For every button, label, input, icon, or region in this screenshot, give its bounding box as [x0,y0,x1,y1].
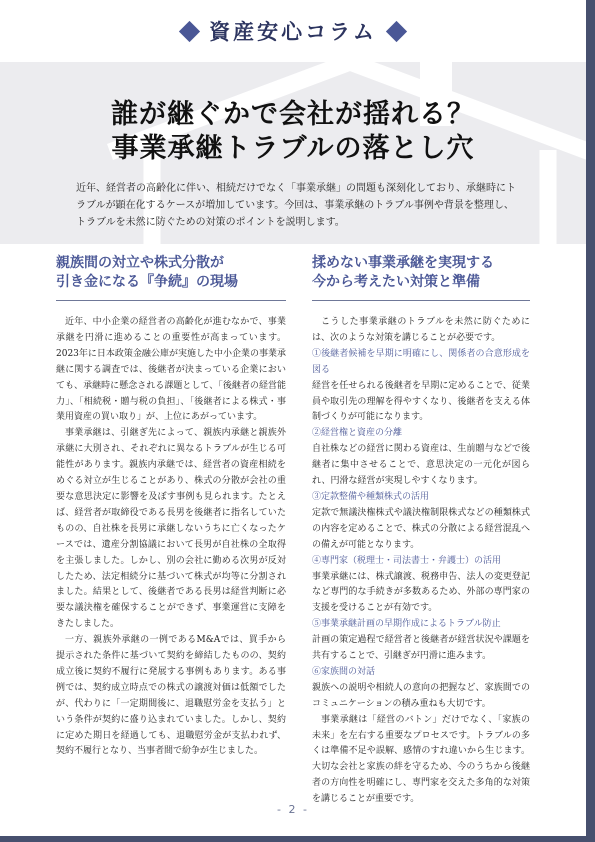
measure-label: ⑥家族間の対話 [312,666,376,677]
left-section-heading [56,254,286,292]
diamond-icon [386,20,407,41]
left-column [56,254,286,760]
page-frame-bottom [0,836,595,842]
measure-text: 計画の策定過程で経営者と後継者が経営状況や課題を共有することで、引継ぎが円滑に進みます。 [312,635,530,662]
right-heading-line-1: 揉めない事業承継を実現する [312,255,494,271]
left-heading-line-1: 親族間の対立や株式分散が [56,255,224,271]
page-frame-right [586,0,595,842]
column-banner [0,0,586,62]
right-closing: 事業承継は「経営のバトン」だけでなく、「家族の未来」を左右する重要なプロセスです。トラブルの多くは準備不足や誤解、感情のすれ違いから生じます。大切な会社と家族の絆を守るため、今のうちから後継者の方向性を明確にし、専門家を交えた多角的な対策を講じることが重要です。 [312,714,530,805]
left-paragraph-1: 近年、中小企業の経営者の高齢化が進むなかで、事業承継を円滑に進めることの重要性が高まっています。2023年に日本政策金融公庫が実施した中小企業の事業承継に関する調査では、後継者が決まっている企業においても、承継時に懸念される課題として、「後継者の経営能力」、「相続税・贈与税の負担」、「後継者による株式・事業用資産の買い取り」が、上位にあがっています。 [56,317,286,423]
measure-text: 定款で無議決権株式や議決権制限株式などの種類株式の内容を定めることで、株式の分散による経営混乱への備えが可能となります。 [312,507,530,550]
measure-label: ④専門家（税理士・司法書士・弁護士）の活用 [312,555,502,566]
measure-text: 事業承継には、株式譲渡、税務申告、法人の変更登記など専門的な手続きが多数あるため、外部の専門家の支援を受けることが有効です。 [312,571,530,614]
left-paragraph-3: 一方、親族外承継の一例であるM&Aでは、買手から提示された条件に基づいて契約を締結したものの、契約成立後に契約不履行に発展する事例もあります。ある事例では、契約成立時点での株式の譲渡対価は低額でしたが、代わりに「一定期間後に、退職慰労金を支払う」という条件が契約に盛り込まれていました。しかし、契約に定めた期日を経過しても、退職慰労金が支払われず、契約不履行となり、当事者間で紛争が生じました。 [56,635,286,757]
right-section-heading [312,254,530,292]
measure-label: ②経営権と資産の分離 [312,428,403,439]
right-heading-rule [312,300,530,301]
measure-label: ①後継者候補を早期に明確にし、関係者の合意形成を図る [312,348,530,375]
headline-line-2: 事業承継トラブルの落とし穴 [111,133,475,164]
hero-section [0,62,586,244]
banner-title: 資産安心コラム [209,20,377,44]
diamond-icon [179,20,200,41]
measure-text: 親族への説明や相続人の意向の把握など、家族間でのコミュニケーションの積み重ねも大切です。 [312,682,530,709]
right-heading-line-2: 今から考えたい対策と準備 [312,274,480,290]
left-paragraph-2: 事業承継は、引継ぎ先によって、親族内承継と親族外承継に大別され、それぞれに異なるトラブルが生じる可能性があります。親族内承継では、経営者の資産相続をめぐる対立が生じることがあり、株式の分散が会社の重要な意思決定に影響を及ぼす事例も見られます。たとえば、経営者が取締役である長男を後継者に指名していたものの、自社株を長男に承継しないうちに亡くなったケースでは、遺産分割協議において長男が自社株の全取得を主張しました。しかし、別の会社に勤める次男が反対したため、法定相続分に基づいて株式が均等に分割されました。結果として、後継者である長男は経営判断に必要な議決権を確保することができず、事業運営に支障をきたしました。 [56,428,286,630]
measure-text: 経営を任せられる後継者を早期に定めることで、従業員や取引先の理解を得やすくなり、後継者を支える体制づくりが可能になります。 [312,380,530,423]
left-heading-rule [56,300,286,301]
headline-line-1: 誰が継ぐかで会社が揺れる？ [111,99,475,130]
measure-label: ⑤事業承継計画の早期作成によるトラブル防止 [312,619,501,630]
right-intro: こうした事業承継のトラブルを未然に防ぐためには、次のような対策を講じることが必要です。 [312,317,530,343]
left-heading-line-2: 引き金になる『争続』の現場 [56,274,238,290]
measure-label: ③定款整備や種類株式の活用 [312,491,430,502]
measure-text: 自社株などの経営に関わる資産は、生前贈与などで後継者に集中させることで、意思決定の一元化が図られ、円滑な経営が実現しやすくなります。 [312,444,530,487]
lead-paragraph: 近年、経営者の高齢化に伴い、相続だけでなく「事業承継」の問題も深刻化しており、承継時にトラブルが顕在化するケースが増加しています。今回は、事業承継のトラブル事例や背景を整理し、トラブルを未然に防ぐための対策のポイントを説明します。 [76,183,516,228]
right-column [312,254,530,808]
page-number: - 2 - [277,803,309,816]
